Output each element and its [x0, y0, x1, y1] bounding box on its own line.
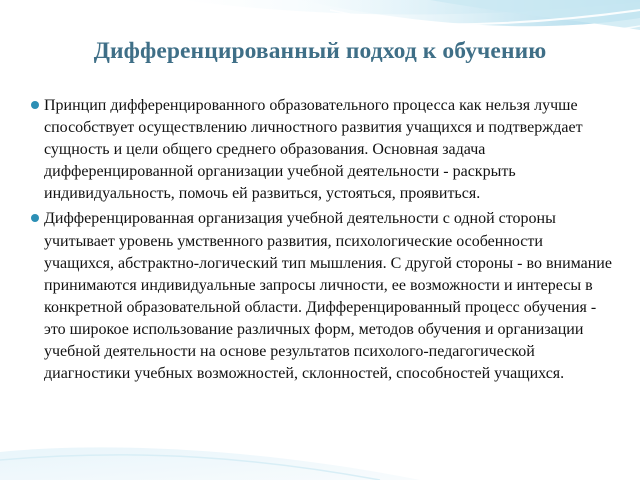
bullet-item	[0, 95, 612, 205]
slide-title: Дифференцированный подход к обучению	[93, 38, 547, 64]
bullet-text: Дифференцированная организация учебной деятельности с одной стороны учитывает уровень умственного развития, психологические особенности учащихся, абстрактно-логический тип мышления. С другой стороны - во внимание принимаются индивидуальные запросы личности, ее возможности и интересы в конкретной образовательной области. Дифференцированный процесс обучения - это широкое использование различных форм, методов обучения и организации учебной деятельности на основе результатов психолого-педагогической диагностики учебных возможностей, склонностей, способностей учащихся.	[44, 210, 612, 383]
bullet-item	[0, 208, 612, 385]
bullet-dot-icon	[31, 214, 39, 222]
bullet-list	[0, 95, 612, 388]
bullet-text: Принцип дифференцированного образовательного процесса как нельзя лучше способствует осуществлению личностного развития учащихся и подтверждает сущность и цели общего среднего образования. Основная задача дифференцированной организации учебной деятельности - раскрыть индивидуальность, помочь ей развиться, устояться, проявиться.	[44, 97, 583, 203]
wave-band	[0, 447, 420, 480]
bullet-dot-icon	[31, 101, 39, 109]
